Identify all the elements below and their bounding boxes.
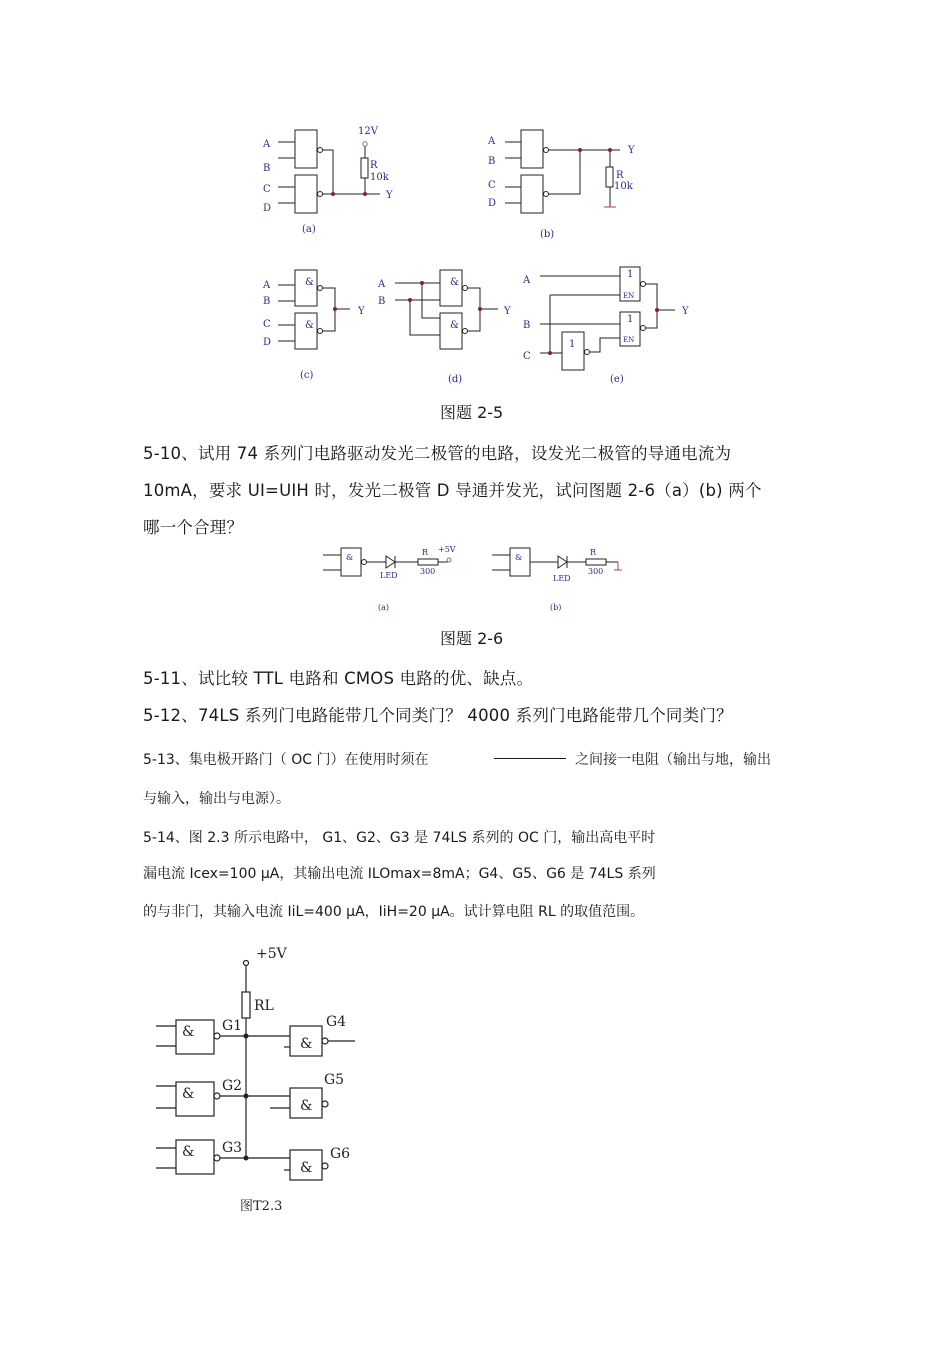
- svg-text:&: &: [305, 277, 314, 288]
- svg-text:B: B: [523, 320, 531, 331]
- svg-text:&: &: [182, 1024, 195, 1040]
- svg-text:G5: G5: [324, 1072, 345, 1088]
- figure-2-5: [250, 120, 710, 395]
- svg-text:Y: Y: [628, 145, 635, 156]
- svg-text:G2: G2: [222, 1078, 243, 1094]
- q5-13-line1b: 之间接一电阻（输出与地，输出: [575, 752, 771, 768]
- svg-text:&: &: [300, 1098, 313, 1114]
- svg-text:1: 1: [569, 339, 576, 350]
- svg-text:LED: LED: [380, 571, 398, 580]
- svg-text:(d): (d): [448, 374, 463, 385]
- svg-text:&: &: [300, 1036, 313, 1052]
- oc-gate-a1: [295, 130, 317, 168]
- svg-text:B: B: [263, 296, 271, 307]
- figure-2-6: [318, 540, 628, 618]
- q5-14-line3: 的与非门，其输入电流 IiL=400 μA，IiH=20 μA。试计算电阻 RL 的取值范围。: [143, 904, 645, 920]
- svg-text:C: C: [523, 351, 531, 362]
- svg-text:+5V: +5V: [256, 946, 287, 962]
- svg-text:G1: G1: [222, 1018, 243, 1034]
- svg-text:C: C: [488, 180, 496, 191]
- svg-text:&: &: [182, 1144, 195, 1160]
- svg-text:Y: Y: [682, 306, 689, 317]
- svg-text:&: &: [450, 277, 459, 288]
- q5-10-line3: 哪一个合理？: [143, 518, 244, 537]
- svg-text:D: D: [263, 203, 272, 214]
- figure-2-6-caption: 图题 2-6: [440, 629, 504, 648]
- q5-10-line1: 5-10、试用 74 系列门电路驱动发光二极管的电路，设发光二极管的导通电流为: [143, 444, 732, 463]
- svg-text:D: D: [488, 198, 497, 209]
- figure-t2-3: [150, 940, 370, 1220]
- svg-text:(b): (b): [540, 229, 555, 240]
- q5-10-line2: 10mA，要求 UI=UIH 时，发光二极管 D 导通并发光，试问图题 2-6（a）(b) 两个: [143, 481, 762, 500]
- svg-text:Y: Y: [386, 190, 393, 201]
- svg-text:B: B: [263, 163, 271, 174]
- svg-text:(c): (c): [300, 370, 314, 381]
- svg-text:G4: G4: [326, 1014, 347, 1030]
- svg-text:C: C: [263, 319, 271, 330]
- svg-text:1: 1: [627, 314, 634, 325]
- svg-text:R: R: [616, 170, 624, 181]
- svg-text:(e): (e): [610, 374, 624, 385]
- svg-text:A: A: [523, 275, 531, 286]
- svg-text:C: C: [263, 184, 271, 195]
- svg-text:B: B: [488, 156, 496, 167]
- svg-text:&: &: [300, 1160, 313, 1176]
- svg-text:(a): (a): [302, 224, 316, 235]
- q5-11: 5-11、试比较 TTL 电路和 CMOS 电路的优、缺点。: [143, 669, 534, 688]
- svg-text:R: R: [370, 160, 378, 171]
- svg-text:+5V: +5V: [438, 545, 456, 554]
- svg-text:EN: EN: [623, 336, 635, 344]
- q5-14-line1: 5-14、图 2.3 所示电路中， G1、G2、G3 是 74LS 系列的 OC 门，输出高电平时: [143, 830, 656, 846]
- svg-text:图T2.3: 图T2.3: [240, 1199, 283, 1214]
- svg-text:A: A: [263, 280, 271, 291]
- svg-text:A: A: [263, 139, 271, 150]
- svg-text:A: A: [488, 136, 496, 147]
- svg-text:12V: 12V: [358, 126, 378, 137]
- svg-text:G6: G6: [330, 1146, 351, 1162]
- svg-text:&: &: [182, 1086, 195, 1102]
- oc-gate-a2: [295, 175, 317, 213]
- svg-text:&: &: [515, 553, 523, 562]
- q5-13-line1a: 5-13、集电极开路门（ OC 门）在使用时须在: [143, 752, 429, 768]
- svg-text:D: D: [263, 337, 272, 348]
- svg-text:Y: Y: [504, 306, 511, 317]
- svg-text:&: &: [346, 553, 354, 562]
- svg-text:B: B: [378, 296, 386, 307]
- svg-text:&: &: [450, 320, 459, 331]
- svg-text:G3: G3: [222, 1140, 243, 1156]
- svg-text:(b): (b): [550, 603, 562, 612]
- q5-12: 5-12、74LS 系列门电路能带几个同类门？ 4000 系列门电路能带几个同类门？: [143, 706, 733, 725]
- svg-text:Y: Y: [358, 306, 365, 317]
- q5-14-line2: 漏电流 Icex=100 μA，其输出电流 ILOmax=8mA；G4、G5、G6 是 74LS 系列: [143, 866, 656, 882]
- svg-text:LED: LED: [553, 574, 571, 583]
- svg-text:&: &: [305, 320, 314, 331]
- q5-13-blank: [494, 758, 566, 759]
- svg-text:10k: 10k: [370, 172, 389, 183]
- svg-text:(a): (a): [378, 603, 390, 612]
- svg-text:A: A: [378, 279, 386, 290]
- svg-text:R: R: [590, 548, 597, 557]
- svg-text:RL: RL: [254, 998, 274, 1014]
- svg-text:1: 1: [627, 269, 634, 280]
- svg-text:300: 300: [420, 567, 436, 576]
- figure-2-5-caption: 图题 2-5: [440, 403, 504, 422]
- q5-13-line2: 与输入，输出与电源）。: [143, 791, 290, 807]
- svg-text:300: 300: [588, 567, 604, 576]
- svg-text:10k: 10k: [614, 181, 633, 192]
- svg-text:R: R: [422, 548, 429, 557]
- svg-text:EN: EN: [623, 292, 635, 300]
